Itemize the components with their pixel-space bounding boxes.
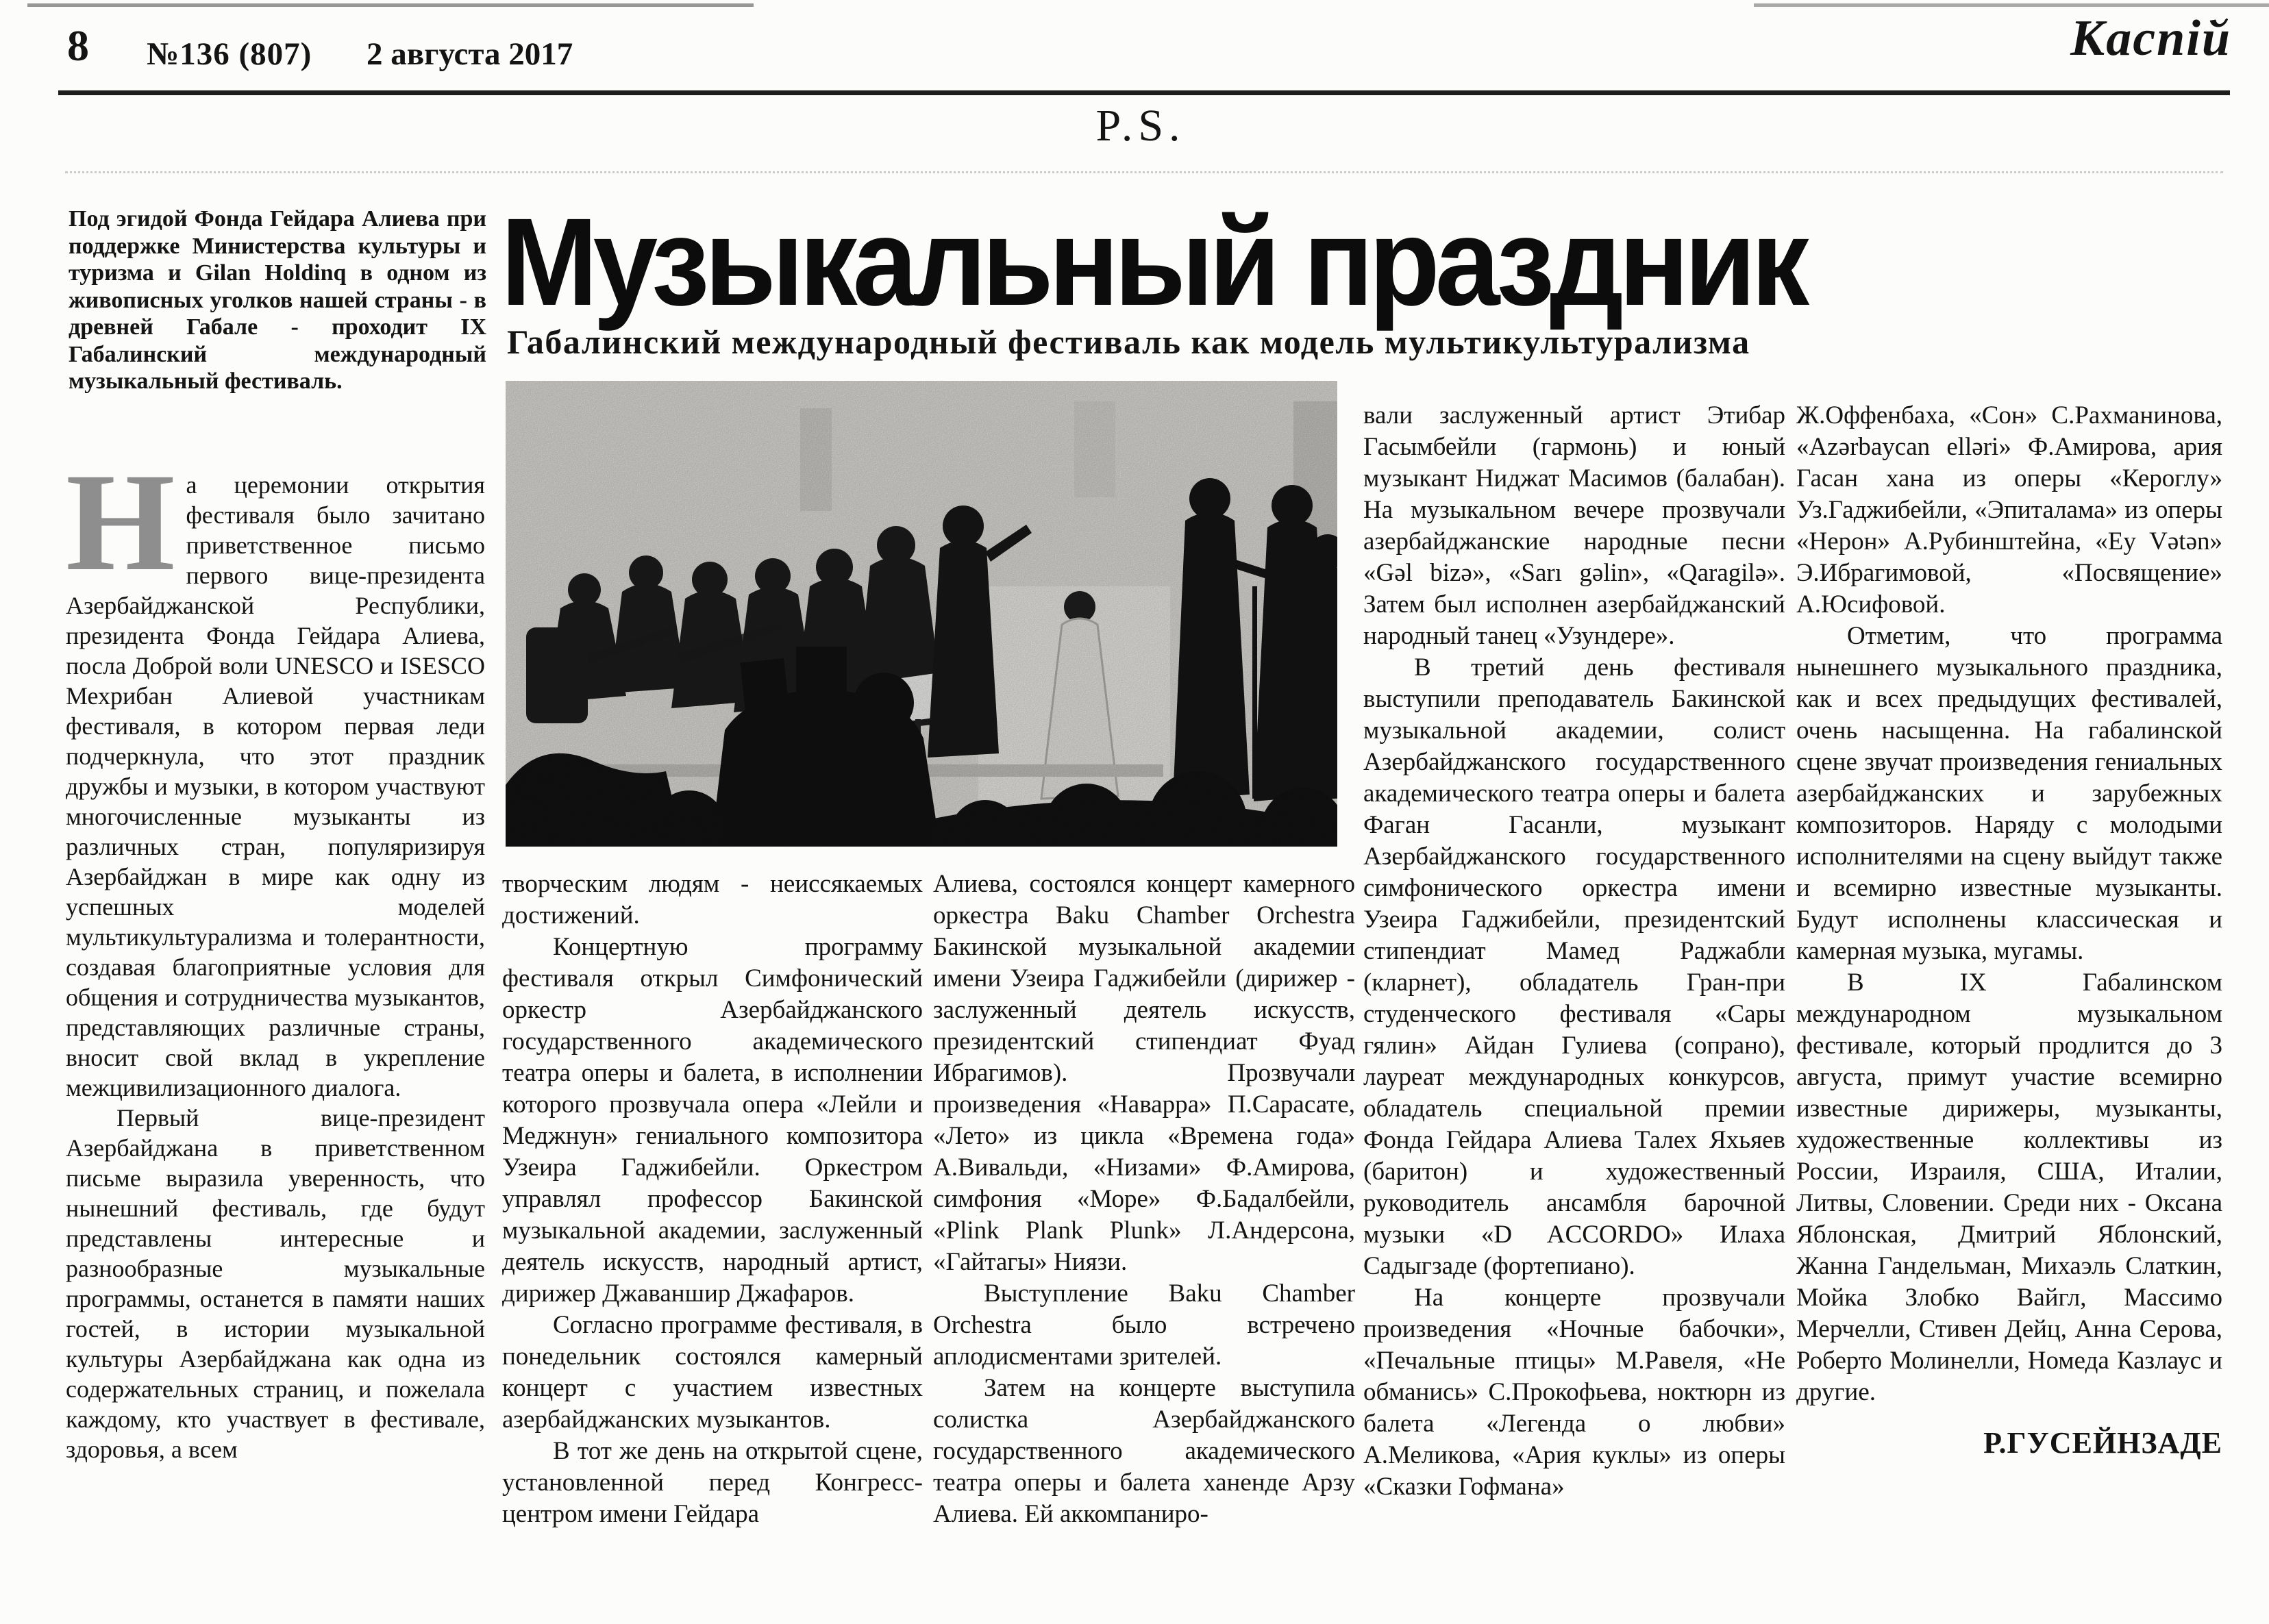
article-photo [506, 381, 1337, 847]
article-paragraph: Согласно программе фестиваля, в понедельник состоялся камерный концерт с участием известных азербайджанских музыкантов. [502, 1311, 923, 1434]
article-paragraph: вали заслуженный артист Этибар Гасымбейли (гармонь) и юный музыкант Ниджат Масимов (балабан). На музыкальном вечере прозвучали азербайджанские народные песни «Gəl bizə», «Sarı gəlin», «Qaragilə». Затем был исполнен азербайджанский народный танец «Узундере». [1363, 401, 1785, 650]
lead-paragraph: Под эгидой Фонда Гейдара Алиева при поддержке Министерства культуры и туризма и Gilan Holdinq в одном из живописных уголков нашей страны - в древней Габале - проходит IX Габалинский международный музыкальный фестиваль. [69, 206, 486, 394]
article-subtitle: Габалинский международный фестиваль как модель мультикультурализма [507, 323, 1750, 361]
scan-streak [27, 3, 754, 7]
article-column-1 [66, 470, 485, 1566]
article-column-2 [502, 869, 923, 1595]
article-paragraph: Затем на концерте выступила солистка Азербайджанского государственного академического театра оперы и балета ханенде Арзу Алиева. Ей аккомпаниро- [933, 1374, 1355, 1528]
column-5-text [1796, 400, 2222, 1408]
article-headline: Музыкальный праздник [501, 192, 1805, 332]
article-paragraph: В третий день фестиваля выступили преподаватель Бакинской музыкальной академии, солист Азербайджанского государственного академического театра оперы и балета Фаган Гасанли, музыкант Азербайджанского государственного симфонического оркестра имени Узеира Гаджибейли, президентский стипендиат Мамед Раджабли (кларнет), обладатель Гран-при студенческого фестиваля «Сары гялин» Айдан Гулиева (сопрано), лауреат международных конкурсов, обладатель специальной премии Фонда Гейдара Алиева Талех Яхьяев (баритон) и художественный руководитель ансамбля барочной музыки «D ACCORDO» Илаха Садыгзаде (фортепиано). [1363, 653, 1785, 1280]
masthead: Каспій [2070, 10, 2231, 66]
article-paragraph: В IX Габалинском международном музыкальном фестивале, который продлится до 3 августа, примут участие всемирно известные дирижеры, музыканты, художественные коллективы из России, Израиля, США, Италии, Литвы, Словении. Среди них - Оксана Яблонская, Дмитрий Яблонский, Жанна Гандельман, Михаэль Слаткин, Мойка Злобко Вайгл, Массимо Мерчелли, Стивен Дейц, Анна Серова, Роберто Молинелли, Номеда Казлаус и другие. [1796, 969, 2222, 1406]
article-paragraph: Алиева, состоялся концерт камерного оркестра Baku Chamber Orchestra Бакинской музыкальной академии имени Узеира Гаджибейли (дирижер - заслуженный деятель искусств, президентский стипендиат Фуад Ибрагимов). Прозвучали произведения «Наварра» П.Сарасате, «Лето» из цикла «Времена года» А.Вивальди, «Низами» Ф.Амирова, симфония «Море» Ф.Бадалбейли, «Plink Plank Plunk» Л.Андерсона, «Гайтагы» Ниязи. [933, 870, 1355, 1276]
article-paragraph: Первый вице-президент Азербайджана в приветственном письме выразила уверенность, что нынешний фестиваль, где будут представлены интересные и разнообразные музыкальные программы, останется в памяти наших гостей, в истории музыкальной культуры Азербайджана как одна из содержательных страниц, и пожелала каждому, кто участвует в фестивале, здоровья, а всем [66, 1104, 485, 1463]
article-column-4 [1363, 400, 1785, 1592]
drop-cap: Н [66, 470, 175, 600]
dotted-rule [65, 171, 2223, 173]
article-column-5 [1796, 400, 2222, 1606]
article-paragraph: Выступление Baku Chamber Orchestra было встречено аплодисментами зрителей. [933, 1279, 1355, 1371]
author-byline: Р.ГУСЕЙНЗАДЕ [1983, 1426, 2222, 1460]
issue-date: 2 августа 2017 [367, 36, 573, 72]
scan-streak [1754, 3, 2269, 7]
page-number: 8 [67, 21, 89, 70]
article-paragraph: творческим людям - неиссякаемых достижений. [502, 870, 923, 929]
article-paragraph: Концертную программу фестиваля открыл Симфонический оркестр Азербайджанского государственного академического театра оперы и балета, в исполнении которого прозвучала опера «Лейли и Меджнун» гениального композитора Узеира Гаджибейли. Оркестром управлял профессор Бакинской музыкальной академии, заслуженный деятель искусств, народный артист, дирижер Джаваншир Джафаров. [502, 933, 923, 1308]
article-paragraph: На концерте прозвучали произведения «Ночные бабочки», «Печальные птицы» М.Равеля, «Не обманись» С.Прокофьева, ноктюрн из балета «Легенда о любви» А.Меликова, «Ария куклы» из оперы «Сказки Гофмана» [1363, 1284, 1785, 1501]
article-paragraph: На церемонии открытия фестиваля было зачитано приветственное письмо первого вице-президента Азербайджанской Республики, президента Фонда Гейдара Алиева, посла Доброй воли UNESCO и ISESCO Мехрибан Алиевой участникам фестиваля, в котором первая леди подчеркнула, что этот праздник дружбы и музыки, в котором участвуют многочисленные музыканты из различных стран, популяризируя Азербайджан в мире как одну из успешных моделей мультикультурализма и толерантности, создавая благоприятные условия для общения и сотрудничества музыкантов, представляющих различные страны, вносит свой вклад в укрепление межцивилизационного диалога. [66, 470, 485, 1101]
header-rule [58, 90, 2230, 95]
article-column-3 [933, 869, 1355, 1595]
article-paragraph: Отметим, что программа нынешнего музыкального праздника, как и всех предыдущих фестивалей, очень насыщенна. На габалинской сцене звучат произведения гениальных азербайджанских и зарубежных композиторов. Наряду с молодыми исполнителями на сцену выйдут также и всемирно известные музыканты. Будут исполнены классическая и камерная музыка, мугамы. [1796, 622, 2222, 965]
section-label: P.S. [1095, 101, 1186, 151]
article-paragraph: В тот же день на открытой сцене, установленной перед Конгресс-центром имени Гейдара [502, 1437, 923, 1528]
article-paragraph: Ж.Оффенбаха, «Сон» С.Рахманинова, «Azərbaycan elləri» Ф.Амирова, ария Гасан хана из оперы «Кероглу» Уз.Гаджибейли, «Эпиталама» из оперы «Нерон» А.Рубинштейна, «Ey Vətən» Э.Ибрагимовой, «Посвящение» А.Юсифовой. [1796, 401, 2222, 619]
issue-number: №136 (807) [147, 36, 312, 72]
